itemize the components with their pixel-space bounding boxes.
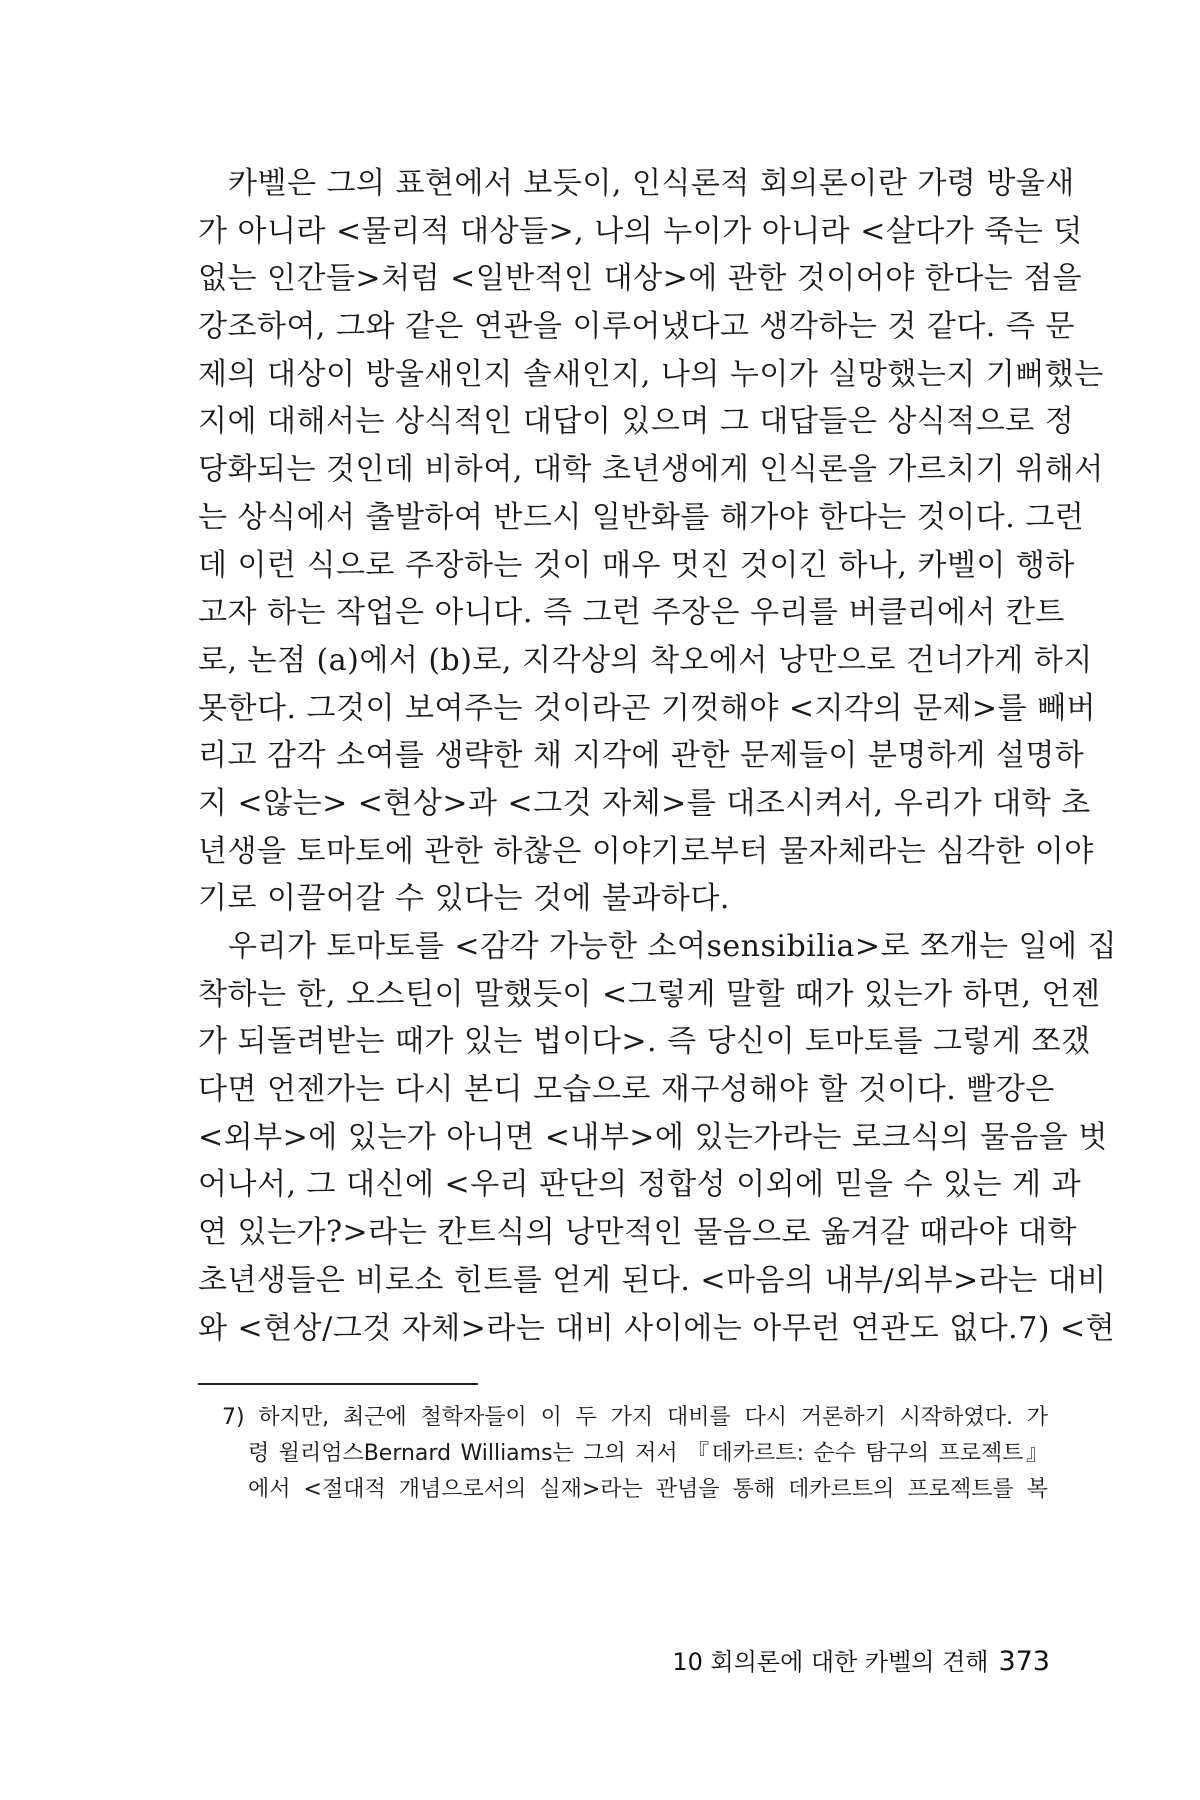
text-line: 리고 감각 소여를 생략한 채 지각에 관한 문제들이 분명하게 설명하 bbox=[198, 738, 1085, 774]
text-line: 초년생들은 비로소 힌트를 얻게 된다. <마음의 내부/외부>라는 대비 bbox=[198, 1262, 1107, 1298]
text-line: 지에 대해서는 상식적인 대답이 있으며 그 대답들은 상식적으로 정 bbox=[198, 404, 1075, 440]
text-line: 지 <않는> <현상>과 <그것 자체>를 대조시켜서, 우리가 대학 초 bbox=[198, 785, 1091, 821]
text-line: 가 되돌려받는 때가 있는 법이다>. 즉 당신이 토마토를 그렇게 쪼갰 bbox=[198, 1024, 1091, 1060]
page-number: 373 bbox=[998, 1646, 1050, 1677]
footnote-line: 에서 <절대적 개념으로서의 실재>라는 관념을 통해 데카르트의 프로젝트를 복 bbox=[248, 1477, 1048, 1502]
footnote-divider bbox=[198, 1383, 478, 1385]
footnote bbox=[222, 1400, 1048, 1508]
text-line: 년생을 토마토에 관한 하찮은 이야기로부터 물자체라는 심각한 이야 bbox=[198, 833, 1094, 869]
text-line: 연 있는가?>라는 칸트식의 낭만적인 물음으로 옮겨갈 때라야 대학 bbox=[198, 1215, 1077, 1251]
text-line: 로, 논점 (a)에서 (b)로, 지각상의 착오에서 낭만으로 건너가게 하지 bbox=[198, 642, 1093, 678]
text-line: 어나서, 그 대신에 <우리 판단의 정합성 이외에 믿을 수 있는 게 과 bbox=[198, 1167, 1082, 1203]
text-line: 우리가 토마토를 <감각 가능한 소여sensibilia>로 쪼개는 일에 집 bbox=[228, 929, 1117, 964]
text-line: 강조하여, 그와 같은 연관을 이루어냈다고 생각하는 것 같다. 즉 문 bbox=[198, 309, 1075, 345]
text-line: 없는 인간들>처럼 <일반적인 대상>에 관한 것이어야 한다는 점을 bbox=[198, 261, 1083, 297]
text-line: 못한다. 그것이 보여주는 것이라곤 기껏해야 <지각의 문제>를 빼버 bbox=[198, 690, 1097, 726]
text-line: 는 상식에서 출발하여 반드시 일반화를 해가야 한다는 것이다. 그런 bbox=[198, 499, 1085, 535]
text-line: 다면 언젠가는 다시 본디 모습으로 재구성해야 할 것이다. 빨강은 bbox=[198, 1072, 1055, 1108]
running-footer bbox=[650, 1642, 1050, 1682]
text-line: 데 이런 식으로 주장하는 것이 매우 멋진 것이긴 하나, 카벨이 행하 bbox=[198, 547, 1075, 583]
main-text bbox=[198, 160, 1117, 1352]
text-line: 카벨은 그의 표현에서 보듯이, 인식론적 회의론이란 가령 방울새 bbox=[228, 166, 1075, 201]
text-line: <외부>에 있는가 아니면 <내부>에 있는가라는 로크식의 물음을 벗 bbox=[198, 1119, 1108, 1155]
footnote-line: 령 윌리엄스Bernard Williams는 그의 저서 『데카르트: 순수 탐구의 프로젝트』 bbox=[248, 1441, 1048, 1466]
text-line: 고자 하는 작업은 아니다. 즉 그런 주장은 우리를 버클리에서 칸트 bbox=[198, 595, 1065, 631]
text-line: 가 아니라 <물리적 대상들>, 나의 누이가 아니라 <살다가 죽는 덧 bbox=[198, 213, 1083, 249]
text-line: 착하는 한, 오스틴이 말했듯이 <그렇게 말할 때가 있는가 하면, 언젠 bbox=[198, 976, 1101, 1012]
text-line: 와 <현상/그것 자체>라는 대비 사이에는 아무런 연관도 없다.7) <현 bbox=[198, 1310, 1116, 1346]
footnote-line: 7) 하지만, 최근에 철학자들이 이 두 가지 대비를 다시 거론하기 시작하였다. 가 bbox=[222, 1405, 1048, 1430]
text-line: 당화되는 것인데 비하여, 대학 초년생에게 인식론을 가르치기 위해서 bbox=[198, 452, 1104, 488]
text-line: 제의 대상이 방울새인지 솔새인지, 나의 누이가 실망했는지 기뻐했는 bbox=[198, 356, 1104, 392]
running-title: 10 회의론에 대한 카벨의 견해 bbox=[672, 1648, 989, 1676]
text-line: 기로 이끌어갈 수 있다는 것에 불과하다. bbox=[198, 881, 730, 917]
